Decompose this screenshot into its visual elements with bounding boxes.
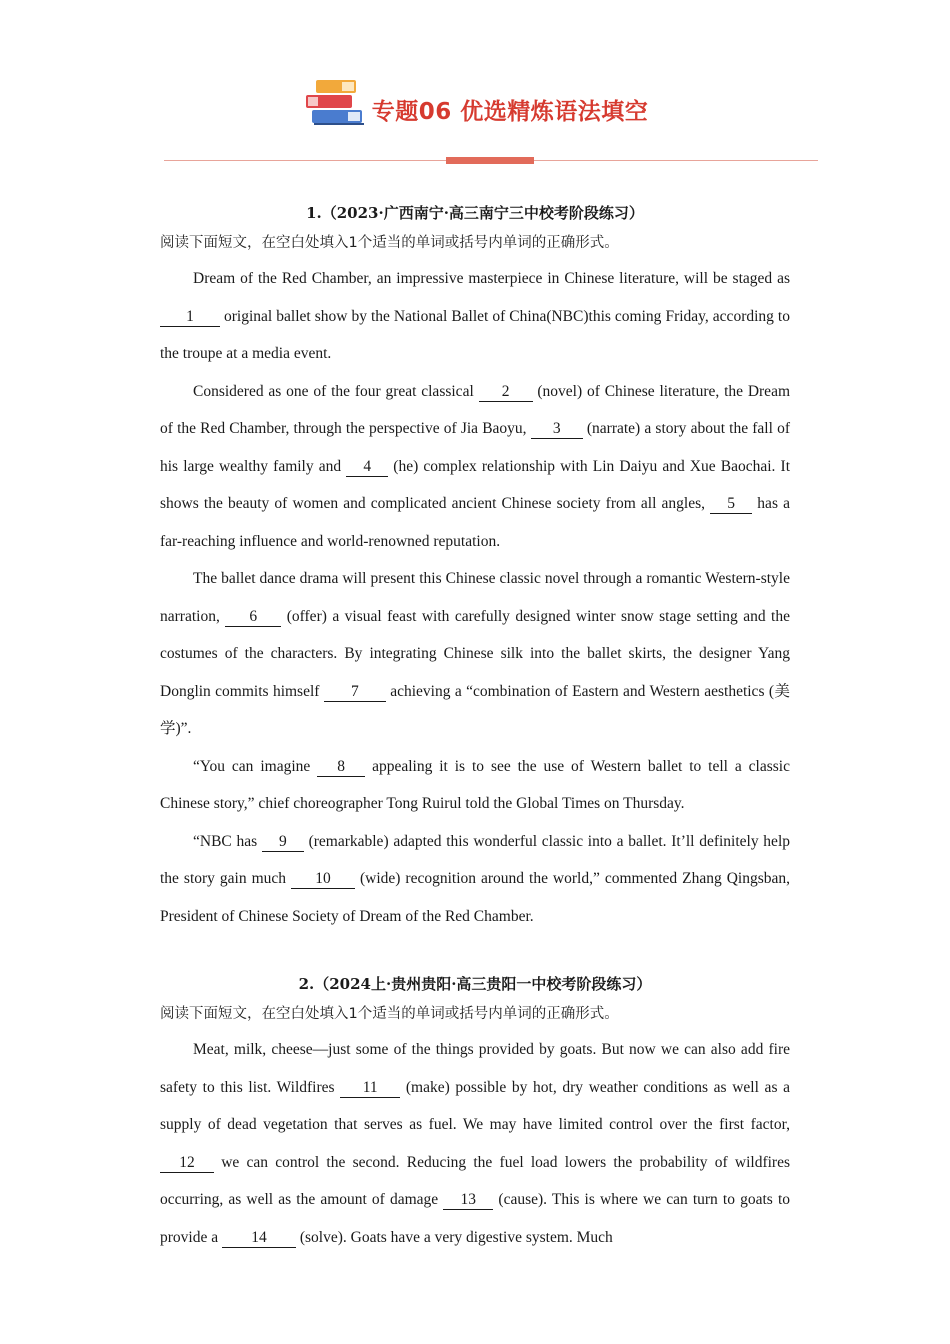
- question-1-instruction: 阅读下面短文，在空白处填入1个适当的单词或括号内单词的正确形式。: [160, 235, 619, 251]
- blank-5[interactable]: 5: [710, 495, 752, 514]
- blank-6[interactable]: 6: [225, 608, 281, 627]
- question-2-heading: 2.（2024上·贵州贵阳·高三贵阳一中校考阶段练习）: [298, 975, 652, 993]
- blank-9[interactable]: 9: [262, 833, 304, 852]
- blank-14[interactable]: 14: [222, 1229, 296, 1248]
- question-1-heading: 1.（2023·广西南宁·高三南宁三中校考阶段练习）: [306, 204, 644, 222]
- question-1-paragraph-5: “NBC has 9 (remarkable) adapted this wonderful classic into a ballet. It’ll definitely help the story gain much 10 (wide) recognition around the world,” commented Zhang Qingsban, President of Chinese Society of Dream of the Red Chamber.: [160, 832, 790, 925]
- question-1-paragraph-4: “You can imagine 8 appealing it is to see the use of Western ballet to tell a classic Chinese story,” chief choreographer Tong Ruirul told the Global Times on Thursday.: [160, 757, 790, 812]
- header-divider-accent: [446, 157, 534, 164]
- blank-13[interactable]: 13: [443, 1191, 493, 1210]
- blank-4[interactable]: 4: [346, 458, 388, 477]
- blank-8[interactable]: 8: [317, 758, 365, 777]
- question-2-instruction: 阅读下面短文，在空白处填入1个适当的单词或括号内单词的正确形式。: [160, 1006, 619, 1022]
- question-1-paragraph-1: Dream of the Red Chamber, an impressive masterpiece in Chinese literature, will be staged as 1 original ballet show by the National Ballet of China(NBC)this coming Friday, according to the troupe at a media event.: [160, 270, 790, 362]
- page-header: [0, 78, 950, 128]
- document-body: [160, 198, 790, 1256]
- blank-12[interactable]: 12: [160, 1154, 214, 1173]
- blank-3[interactable]: 3: [531, 420, 583, 439]
- question-1-paragraph-3: The ballet dance drama will present this Chinese classic novel through a romantic Western-style narration, 6 (offer) a visual feast with carefully designed winter snow stage setting and the costumes of the characters. By integrating Chinese silk into the ballet skirts, the designer Yang Donglin commits himself 7 achieving a “combination of Eastern and Western aesthetics (美学)”.: [160, 570, 791, 737]
- blank-2[interactable]: 2: [479, 383, 533, 402]
- blank-1[interactable]: 1: [160, 308, 220, 327]
- blank-11[interactable]: 11: [340, 1079, 400, 1098]
- blank-10[interactable]: 10: [291, 870, 355, 889]
- page-title: 专题06 优选精炼语法填空: [371, 98, 649, 125]
- question-2-paragraph-1: Meat, milk, cheese—just some of the things provided by goats. But now we can also add fire safety to this list. Wildfires 11 (make) possible by hot, dry weather conditions as well as a supply of dead vegetation that serves as fuel. We may have limited control over the first factor, 12 we can control the second. Reducing the fuel load lowers the probability of wildfires occurring, as well as the amount of damage 13 (cause). This is where we can turn to goats to provide a 14 (solve). Goats have a very digestive system. Much: [160, 1041, 791, 1246]
- question-1-paragraph-2: Considered as one of the four great classical 2 (novel) of Chinese literature, the Dream of the Red Chamber, through the perspective of Jia Baoyu, 3 (narrate) a story about the fall of his large wealthy family and 4 (he) complex relationship with Lin Daiyu and Xue Baochai. It shows the beauty of women and complicated ancient Chinese society from all angles, 5 has a far-reaching influence and world-renowned reputation.: [160, 382, 790, 550]
- stacked-books-icon: [302, 78, 366, 128]
- blank-7[interactable]: 7: [324, 683, 386, 702]
